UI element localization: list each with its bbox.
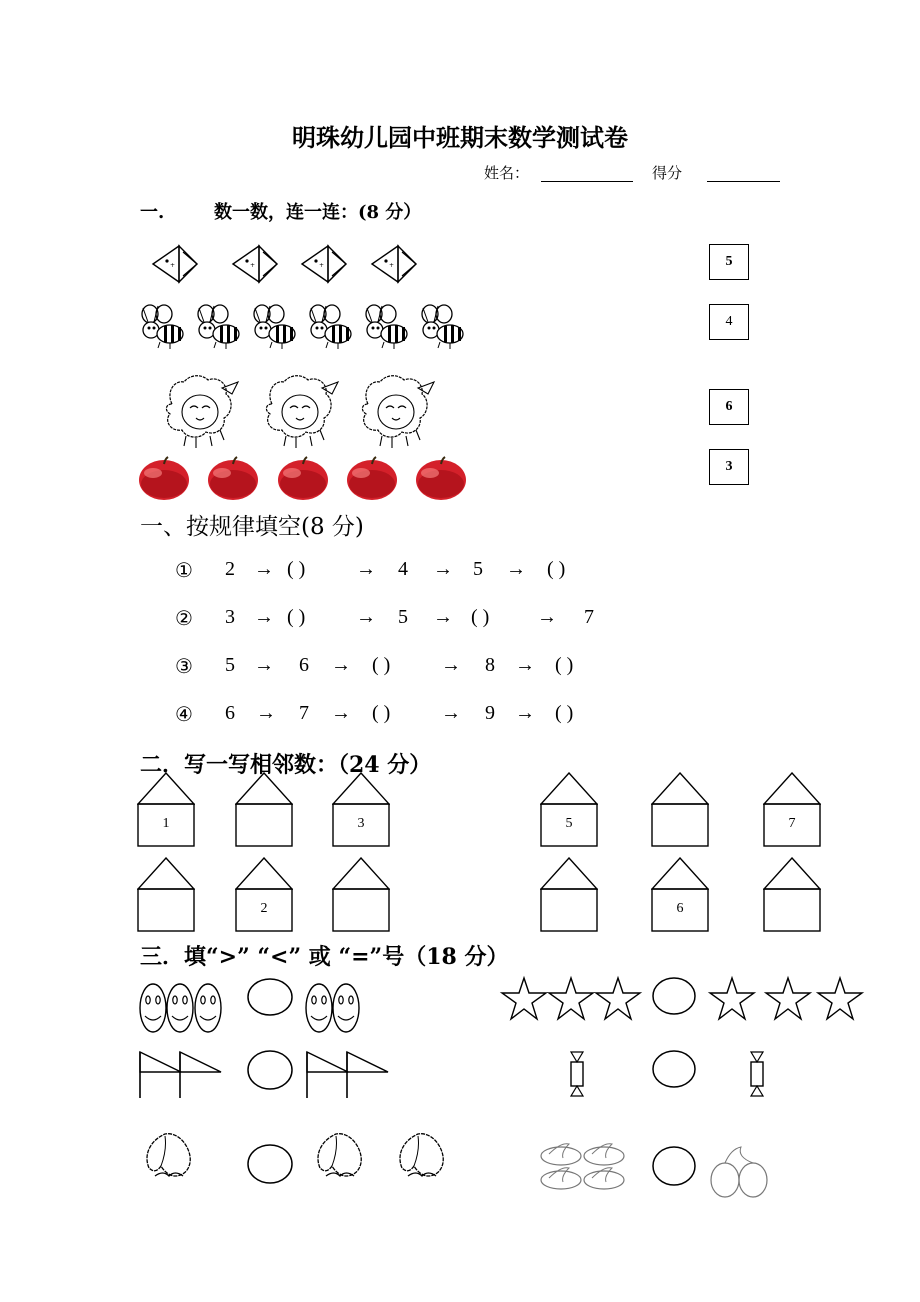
- blank-slot: ( ): [287, 558, 306, 580]
- comparison-pictures: [0, 970, 920, 1210]
- house-outline: [763, 772, 821, 848]
- score-field[interactable]: [707, 163, 780, 182]
- blank-slot: ( ): [372, 654, 391, 676]
- compare-circle-1: [248, 979, 292, 1015]
- house-outline: [651, 857, 709, 933]
- blank-slot: ( ): [372, 702, 391, 724]
- answer-box-4[interactable]: 3: [709, 449, 749, 485]
- house-r2-c2[interactable]: [235, 857, 293, 933]
- candy-right: [751, 1052, 763, 1096]
- faces-right: [306, 984, 359, 1032]
- flags-left: [140, 1052, 221, 1098]
- candy-left: [571, 1052, 583, 1096]
- flags-right: [307, 1052, 388, 1098]
- answer-box-3[interactable]: 6: [709, 389, 749, 425]
- faces-left: [140, 984, 221, 1032]
- house-outline: [332, 857, 390, 933]
- answer-box-2[interactable]: 4: [709, 304, 749, 340]
- compare-circle-5: [248, 1145, 292, 1183]
- counting-pictures: +: [0, 230, 700, 510]
- row-marker: ②: [175, 608, 193, 630]
- name-label: 姓名：: [484, 164, 530, 182]
- section1-heading: 数一数，连一连：(8 分）: [214, 202, 422, 223]
- house-r1-c1[interactable]: [137, 772, 195, 848]
- section3-heading: 二．写一写相邻数：（24 分）: [140, 752, 432, 778]
- cherries-left: [541, 1144, 624, 1189]
- blank-slot: ( ): [555, 654, 574, 676]
- compare-circle-2: [653, 978, 695, 1014]
- sheep-row: [166, 376, 434, 448]
- house-outline: [137, 857, 195, 933]
- house-outline: [235, 772, 293, 848]
- house-outline: [332, 772, 390, 848]
- house-number: 5: [565, 816, 573, 831]
- stars-left: [502, 978, 640, 1019]
- house-number: 7: [788, 816, 796, 831]
- house-r1-c2[interactable]: [235, 772, 293, 848]
- house-r1-c4[interactable]: [540, 772, 598, 848]
- house-outline: [235, 857, 293, 933]
- answer-box-1[interactable]: 5: [709, 244, 749, 280]
- score-label: 得分: [652, 164, 683, 182]
- house-r1-c3[interactable]: [332, 772, 390, 848]
- section2-heading: 一、按规律填空(8 分): [140, 514, 364, 540]
- compare-circle-6: [653, 1147, 695, 1185]
- house-number: 1: [162, 816, 170, 831]
- house-r1-c5[interactable]: [651, 772, 709, 848]
- blank-slot: ( ): [547, 558, 566, 580]
- house-outline: [540, 772, 598, 848]
- compare-circle-4: [653, 1051, 695, 1087]
- house-number: 3: [357, 816, 365, 831]
- house-r2-c1[interactable]: [137, 857, 195, 933]
- blank-slot: ( ): [555, 702, 574, 724]
- cherries-right: [711, 1147, 767, 1197]
- fish-row: [153, 246, 416, 282]
- house-outline: [651, 772, 709, 848]
- section4-heading: 三．填“>” “<” 或 “=”号（18 分）: [140, 944, 509, 970]
- apple-row: [139, 457, 466, 500]
- house-r2-c3[interactable]: [332, 857, 390, 933]
- blank-slot: ( ): [471, 606, 490, 628]
- house-number: 2: [260, 901, 268, 916]
- page-title: 明珠幼儿园中班期末数学测试卷: [292, 123, 628, 152]
- house-r2-c6[interactable]: [763, 857, 821, 933]
- blank-slot: ( ): [287, 606, 306, 628]
- row-marker: ④: [175, 704, 193, 726]
- compare-circle-3: [248, 1051, 292, 1089]
- house-outline: [540, 857, 598, 933]
- stars-right: [710, 978, 862, 1019]
- peaches-right: [318, 1134, 443, 1176]
- house-outline: [763, 857, 821, 933]
- house-outline: [137, 772, 195, 848]
- house-r1-c6[interactable]: [763, 772, 821, 848]
- house-r2-c4[interactable]: [540, 857, 598, 933]
- row-marker: ③: [175, 656, 193, 678]
- section1-number: 一.: [140, 202, 165, 223]
- house-number: 6: [676, 901, 684, 916]
- name-field[interactable]: [541, 163, 633, 182]
- house-r2-c5[interactable]: [651, 857, 709, 933]
- row-marker: ①: [175, 560, 193, 582]
- bee-row: [142, 305, 463, 349]
- peach-left: [147, 1134, 190, 1176]
